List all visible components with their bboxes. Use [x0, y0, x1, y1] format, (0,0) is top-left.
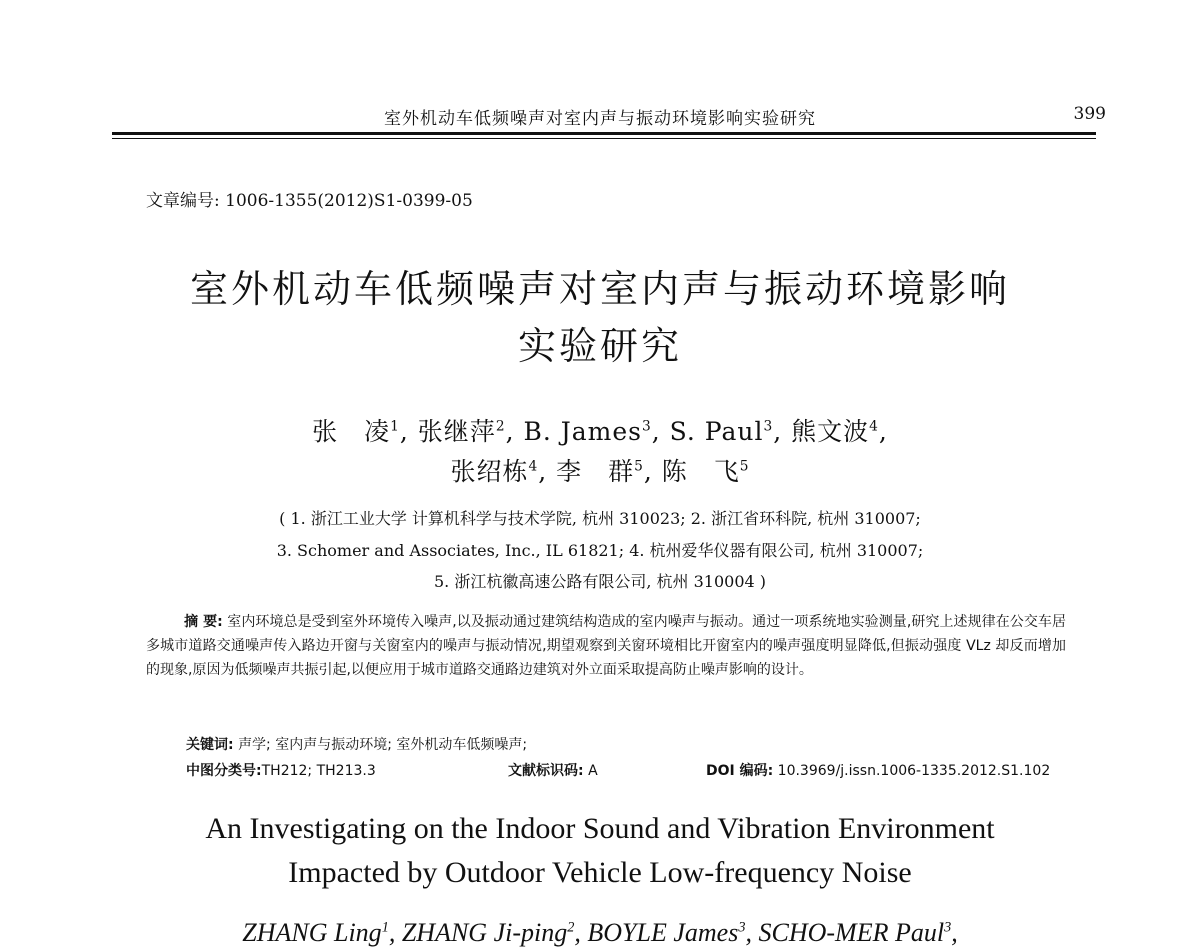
classification — [186, 760, 376, 780]
author-name-en: ZHANG Ling — [242, 918, 382, 947]
header-rule-thick — [112, 132, 1096, 135]
document-code-label: 文献标识码: — [508, 763, 584, 779]
title-en-line1: An Investigating on the Indoor Sound and Vibration Environment — [205, 812, 995, 845]
author-affil-sup: 3 — [944, 919, 952, 936]
affiliation-line1: ( 1. 浙江工业大学 计算机科学与技术学院, 杭州 310023; 2. 浙江省环科院, 杭州 310007; — [279, 509, 921, 528]
author-name: S. Paul — [669, 417, 764, 446]
keywords — [186, 734, 527, 754]
authors-cn-line2: 张绍栋$^4$, 李 群$^5$, 陈 飞$^5$ — [450, 457, 750, 486]
authors-cn-line1: 张 凌$^1$, 张继萍$^2$, B. James$^3$, S. Paul$^3$, 熊文波$^4$, — [312, 417, 888, 446]
author-affil-sup: 4 — [528, 458, 539, 475]
title-cn-line2: 实验研究 — [517, 324, 682, 368]
author-affil-sup: 2 — [495, 418, 506, 435]
abstract-label: 摘 要: — [184, 614, 223, 630]
author-name-en: ZHANG Ji-ping — [401, 918, 568, 947]
author-name-en: SCHO-MER Paul — [758, 918, 945, 947]
doi-label: DOI 编码: — [706, 763, 774, 779]
author-name-en: BOYLE James — [587, 918, 739, 947]
header-rule-thin — [112, 138, 1096, 139]
author-name: 熊文波 — [791, 417, 870, 446]
page-number: 399 — [1073, 104, 1106, 124]
classification-value: TH212; TH213.3 — [261, 763, 376, 779]
doi — [706, 760, 1050, 780]
author-affil-sup: 1 — [390, 418, 400, 435]
author-affil-sup: 5 — [739, 458, 750, 475]
document-code-value: A — [588, 763, 598, 779]
author-name: 张绍栋 — [450, 457, 529, 486]
affiliation-line3: 5. 浙江杭徽高速公路有限公司, 杭州 310004 ) — [433, 572, 767, 591]
author-affil-sup: 4 — [869, 418, 879, 435]
author-affil-sup: 3 — [642, 418, 652, 435]
author-name: 张继萍 — [417, 417, 496, 446]
title-en-line2: Impacted by Outdoor Vehicle Low-frequency Noise — [288, 856, 912, 889]
keywords-text: 声学; 室内声与振动环境; 室外机动车低频噪声; — [238, 737, 528, 753]
article-number: 文章编号: 1006-1355(2012)S1-0399-05 — [146, 191, 473, 211]
author-affil-sup: 2 — [567, 919, 575, 936]
author-name: 张 凌 — [312, 417, 391, 446]
author-name: 陈 飞 — [661, 457, 740, 486]
running-title: 室外机动车低频噪声对室内声与振动环境影响实验研究 — [384, 109, 816, 129]
abstract — [146, 610, 1066, 682]
author-affil-sup: 1 — [381, 919, 389, 936]
title-cn-line1: 室外机动车低频噪声对室内声与振动环境影响 — [189, 267, 1010, 311]
author-affil-sup: 3 — [763, 418, 774, 435]
affiliation-line2: 3. Schomer and Associates, Inc., IL 61821; 4. 杭州爱华仪器有限公司, 杭州 310007; — [276, 541, 924, 560]
authors-en: ZHANG Ling$^1$, ZHANG Ji-ping$^2$, BOYLE James$^3$, SCHO-MER Paul$^3$, — [242, 918, 958, 947]
author-name: 李 群 — [556, 457, 635, 486]
abstract-text: 室内环境总是受到室外环境传入噪声,以及振动通过建筑结构造成的室内噪声与振动。通过一项系统地实验测量,研究上述规律在公交车居多城市道路交通噪声传入路边开窗与关窗室内的噪声与振动情况,期望观察到关窗环境相比开窗室内的噪声强度明显降低,但振动强度 VLz 却反而增加的现象,原因为低频噪声共振引起,以便应用于城市道路交通路边建筑对外立面采取提高防止噪声影响的设计。 — [146, 614, 1066, 678]
keywords-label: 关键词: — [186, 737, 234, 753]
classification-label: 中图分类号: — [186, 763, 262, 779]
doi-value: 10.3969/j.issn.1006-1335.2012.S1.102 — [777, 763, 1051, 779]
document-code — [508, 760, 598, 780]
author-affil-sup: 5 — [634, 458, 644, 475]
author-name: B. James — [523, 417, 642, 446]
author-affil-sup: 3 — [738, 919, 746, 936]
